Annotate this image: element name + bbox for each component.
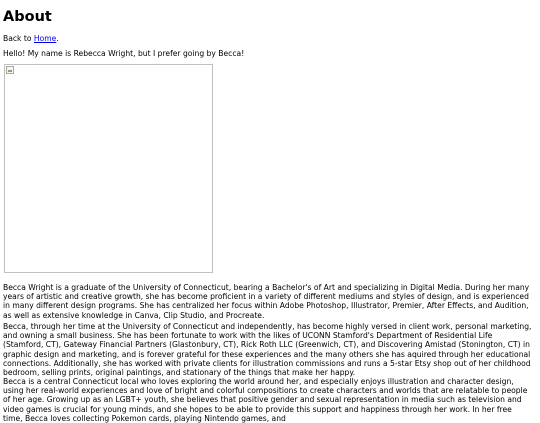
back-prefix: Back to	[3, 34, 34, 43]
intro-text: Hello! My name is Rebecca Wright, but I prefer going by Becca!	[3, 49, 245, 58]
bio-paragraph-personal: Becca is a central Connecticut local who loves exploring the world around her, and especially enjoys illustration and character design, using her real-world experiences and love of bright and colorful compositions to create characters and worlds that are relatable to people of her age. Growing up as an LGBT+ youth, she believes that positive gender and sexual representation in media such as television and video games is crucial for young minds, and she hopes to be able to provide this support and happiness through her work. In her free time, Becca loves collecting Pokemon cards, playing Nintendo games, and	[3, 377, 528, 423]
page-title: About	[3, 9, 52, 25]
back-suffix: .	[56, 34, 59, 43]
back-line	[3, 34, 59, 43]
bio-paragraph-education: Becca Wright is a graduate of the University of Connecticut, bearing a Bachelor's of Art and specializing in Digital Media. During her many years of artistic and creative growth, she has become proficient in a variety of different mediums and styles of design, and is experienced in many different design programs. She has centralized her focus within Adobe Photoshop, Illustrator, Premier, After Effects, and Audition, as well as extensive knowledge in Canva, Clip Studio, and Procreate.	[3, 283, 530, 320]
home-link[interactable]: Home	[33, 34, 57, 43]
bio-paragraph-experience: Becca, through her time at the University of Connecticut and independently, has become highly versed in client work, personal marketing, and owning a small business. She has been fortunate to work with the likes of UCONN Stamford's Department of Residential Life (Stamford, CT), Gateway Financial Partners (Glastonbury, CT), Rick Roth LLC (Greenwich, CT), and Discovering Amistad (Stonington, CT) in graphic design and marketing, and is forever grateful for these experiences and the many others she has aquired through her educational connections. Additionally, she has worked with private clients for illustration commissions and runs a 5-star Etsy shop out of her childhood bedroom, selling prints, original paintings, and stationary of the things that make her happy.	[3, 322, 532, 378]
profile-image-broken	[4, 64, 213, 273]
broken-image-icon	[6, 66, 14, 74]
